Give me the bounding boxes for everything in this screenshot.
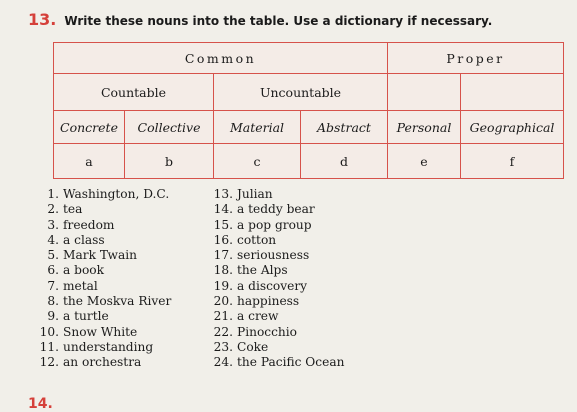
exercise-header — [28, 10, 492, 29]
item-word: happiness — [237, 294, 300, 309]
list-item — [205, 294, 344, 309]
item-number: 21. — [213, 309, 233, 324]
exercise-number: 13. — [28, 10, 57, 29]
header-countable: Countable — [54, 74, 214, 111]
item-number: 24. — [213, 355, 233, 370]
column-letter-b[interactable]: b — [125, 144, 214, 179]
item-word: cotton — [237, 232, 277, 247]
item-number: 8. — [47, 294, 59, 309]
item-word: a class — [63, 232, 105, 247]
subheader-material: Material — [214, 111, 301, 144]
noun-classification-table — [53, 42, 564, 179]
item-number: 1. — [47, 187, 59, 201]
list-item — [31, 294, 171, 309]
item-number: 11. — [39, 339, 59, 354]
item-word: tea — [63, 202, 83, 217]
item-number: 9. — [47, 309, 59, 324]
item-word: Pinocchio — [237, 324, 298, 339]
noun-list-column-1 — [31, 187, 171, 371]
noun-list-column-2 — [205, 187, 344, 371]
item-number: 16. — [213, 232, 233, 247]
exercise-instruction: Write these nouns into the table. Use a dictionary if necessary. — [64, 14, 493, 28]
list-item — [31, 355, 171, 370]
list-item — [205, 218, 344, 233]
list-item — [31, 248, 171, 263]
item-number: 4. — [47, 232, 59, 247]
item-number: 17. — [213, 248, 233, 263]
header-proper: Proper — [388, 43, 564, 74]
item-number: 5. — [47, 248, 59, 263]
column-letter-f[interactable]: f — [461, 144, 564, 179]
item-number: 3. — [47, 217, 59, 232]
list-item — [31, 263, 171, 278]
list-item — [205, 355, 344, 370]
item-word: an orchestra — [63, 355, 142, 370]
list-item — [205, 248, 344, 263]
item-number: 18. — [213, 263, 233, 278]
list-item — [205, 202, 344, 217]
item-word: metal — [63, 278, 98, 293]
subheader-abstract: Abstract — [301, 111, 388, 144]
subheader-personal: Personal — [388, 111, 461, 144]
item-word: Snow White — [63, 324, 138, 339]
item-number: 22. — [213, 324, 233, 339]
item-number: 12. — [39, 355, 59, 370]
header-proper-blank-2 — [461, 74, 564, 111]
list-item — [205, 233, 344, 248]
item-number: 14. — [213, 202, 233, 217]
column-letter-d[interactable]: d — [301, 144, 388, 179]
item-word: a pop group — [237, 217, 312, 232]
item-word: the Pacific Ocean — [237, 355, 345, 370]
column-letter-c[interactable]: c — [214, 144, 301, 179]
subheader-geographical: Geographical — [461, 111, 564, 144]
list-item — [31, 309, 171, 324]
item-word: understanding — [63, 339, 154, 354]
header-uncountable: Uncountable — [214, 74, 388, 111]
list-item — [205, 309, 344, 324]
item-word: a turtle — [63, 309, 109, 324]
list-item — [31, 233, 171, 248]
item-number: 13. — [213, 187, 233, 201]
item-number: 23. — [213, 339, 233, 354]
item-number: 6. — [47, 263, 59, 278]
item-number: 10. — [39, 324, 59, 339]
column-letter-e[interactable]: e — [388, 144, 461, 179]
header-proper-blank-1 — [388, 74, 461, 111]
item-number: 2. — [47, 202, 59, 217]
list-item — [31, 187, 171, 202]
item-number: 19. — [213, 278, 233, 293]
item-word: a teddy bear — [237, 202, 315, 217]
item-word: the Moskva River — [63, 294, 172, 309]
item-word: a crew — [237, 309, 279, 324]
list-item — [205, 187, 344, 202]
item-word: Mark Twain — [63, 248, 137, 263]
list-item — [205, 263, 344, 278]
item-word: Washington, D.C. — [63, 187, 170, 201]
list-item — [31, 279, 171, 294]
list-item — [31, 202, 171, 217]
list-item — [205, 340, 344, 355]
item-word: Coke — [237, 339, 269, 354]
item-word: a discovery — [237, 278, 308, 293]
subheader-collective: Collective — [125, 111, 214, 144]
header-common: Common — [54, 43, 388, 74]
list-item — [31, 340, 171, 355]
list-item — [31, 325, 171, 340]
subheader-concrete: Concrete — [54, 111, 125, 144]
item-number: 7. — [47, 278, 59, 293]
list-item — [205, 325, 344, 340]
item-word: freedom — [63, 217, 115, 232]
item-number: 20. — [213, 294, 233, 309]
column-letter-a[interactable]: a — [54, 144, 125, 179]
next-exercise-number: 14. — [28, 396, 53, 412]
item-number: 15. — [213, 217, 233, 232]
item-word: a book — [63, 263, 105, 278]
list-item — [31, 218, 171, 233]
list-item — [205, 279, 344, 294]
item-word: Julian — [237, 187, 273, 201]
item-word: seriousness — [237, 248, 310, 263]
item-word: the Alps — [237, 263, 288, 278]
